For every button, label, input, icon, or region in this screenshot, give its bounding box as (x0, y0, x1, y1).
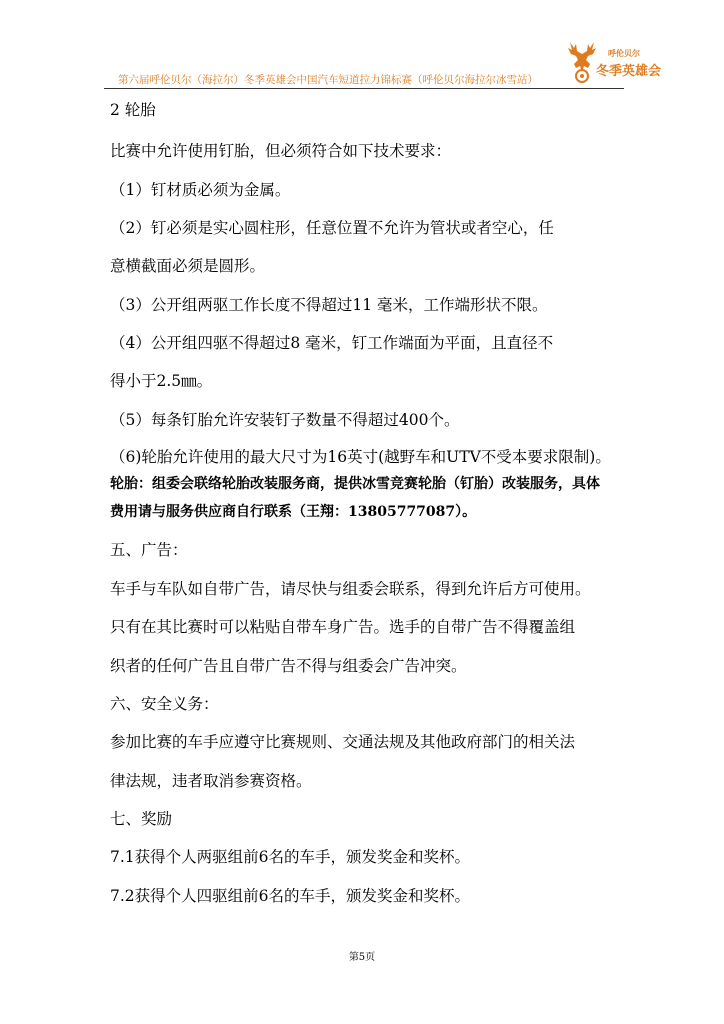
paragraph-line: 车手与车队如自带广告，请尽快与组委会联系，得到允许后方可使用。 (110, 580, 591, 598)
list-item: （5）每条钉胎允许安装钉子数量不得超过400个。 (110, 411, 460, 429)
paragraph-line: 律法规，违者取消参赛资格。 (110, 772, 312, 790)
list-item: （4）公开组四驱不得超过8 毫米，钉工作端面为平面，且直径不 (110, 334, 554, 352)
logo-subtitle: 呼伦贝尔 (608, 49, 640, 58)
header-divider (104, 88, 624, 89)
page-number: 第5页 (348, 952, 376, 963)
page-header (0, 0, 724, 100)
event-logo (562, 38, 672, 86)
logo-title: 冬季英雄会 (596, 64, 662, 79)
list-item: （6)轮胎允许使用的最大尺寸为16英寸(越野车和UTV不受本要求限制)。 (110, 448, 611, 466)
header-title: 第六届呼伦贝尔（海拉尔）冬季英雄会中国汽车短道拉力锦标赛（呼伦贝尔海拉尔冰雪站） (118, 74, 538, 86)
paragraph-line: 只有在其比赛时可以粘贴自带车身广告。选手的自带广告不得覆盖组 (110, 618, 576, 636)
section-heading-tires: 2 轮胎 (110, 101, 156, 119)
award-item: 7.1获得个人两驱组前6名的车手，颁发奖金和奖杯。 (110, 848, 471, 866)
award-item: 7.2获得个人四驱组前6名的车手，颁发奖金和奖杯。 (110, 887, 471, 905)
paragraph-line: 比赛中允许使用钉胎，但必须符合如下技术要求： (110, 142, 452, 160)
list-item-continuation: 得小于2.5㎜。 (110, 372, 213, 390)
section-heading-advertising: 五、广告： (110, 541, 188, 559)
section-heading-awards: 七、奖励 (110, 810, 173, 828)
paragraph-line: 织者的任何广告且自带广告不得与组委会广告冲突。 (110, 657, 467, 675)
section-heading-safety: 六、安全义务： (110, 695, 219, 713)
paragraph-line: 参加比赛的车手应遵守比赛规则、交通法规及其他政府部门的相关法 (110, 733, 576, 751)
list-item: （2）钉必须是实心圆柱形，任意位置不允许为管状或者空心，任 (110, 219, 554, 237)
tire-service-note: 轮胎：组委会联络轮胎改装服务商，提供冰雪竞赛轮胎（钉胎）改装服务，具体 (110, 476, 600, 492)
list-item: （3）公开组两驱工作长度不得超过11 毫米，工作端形状不限。 (110, 296, 548, 314)
tire-service-contact: 费用请与服务供应商自行联系（王翔：13805777087）。 (110, 504, 477, 520)
list-item-continuation: 意横截面必须是圆形。 (110, 257, 266, 275)
list-item: （1）钉材质必须为金属。 (110, 181, 291, 199)
